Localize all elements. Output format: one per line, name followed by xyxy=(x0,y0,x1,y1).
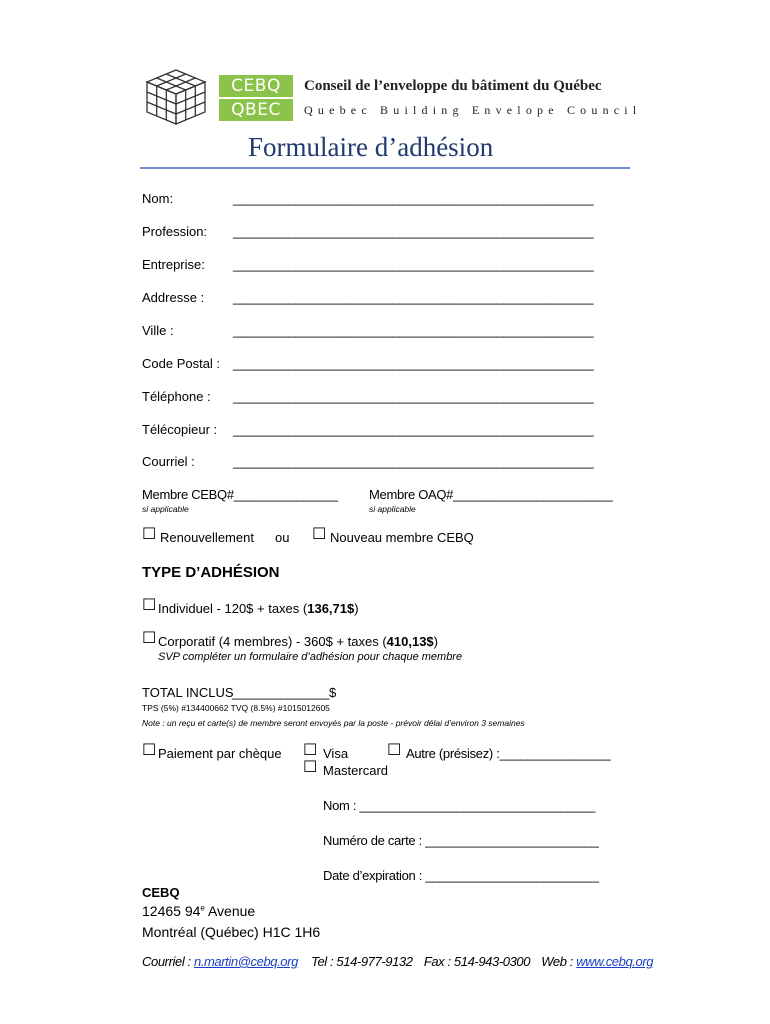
individual-price: 136,71$ xyxy=(307,601,355,616)
logo-qbec: QBEC xyxy=(219,99,293,121)
field-label-company: Entreprise: xyxy=(142,257,205,272)
renewal-label: Renouvellement xyxy=(160,530,254,545)
visa-label: Visa xyxy=(323,746,349,761)
oaq-note: si applicable xyxy=(369,504,416,514)
corporate-price: 410,13$ xyxy=(386,634,434,649)
title-divider xyxy=(140,167,630,169)
footer-web-link[interactable]: www.cebq.org xyxy=(576,954,654,969)
field-line-profession[interactable]: ____________________________________________________ xyxy=(233,224,594,239)
field-line-fax[interactable]: ____________________________________________________ xyxy=(233,422,594,437)
cebq-note: si applicable xyxy=(142,504,189,514)
mastercard-label: Mastercard xyxy=(323,763,389,778)
other-payment-field[interactable]: Autre (présisez) :________________ xyxy=(406,746,611,761)
footer-fax: Fax : 514-943-0300 xyxy=(423,954,531,969)
cheque-checkbox[interactable]: ☐ xyxy=(142,742,157,759)
field-line-phone[interactable]: ____________________________________________________ xyxy=(233,389,594,404)
renewal-checkbox[interactable]: ☐ xyxy=(142,526,157,543)
field-line-postal-code[interactable]: ____________________________________________________ xyxy=(233,356,594,371)
field-label-address: Addresse : xyxy=(142,290,205,305)
address-city: Montréal (Québec) H1C 1H6 xyxy=(142,924,321,940)
footer-email-link[interactable]: n.martin@cebq.org xyxy=(193,954,298,969)
field-line-city[interactable]: ____________________________________________________ xyxy=(233,323,594,338)
org-name-en: Quebec Building Envelope Council xyxy=(304,103,642,117)
cube-logo-icon xyxy=(143,68,209,126)
field-line-company[interactable]: ____________________________________________________ xyxy=(233,257,594,272)
field-label-email: Courriel : xyxy=(142,454,195,469)
corporate-note: SVP compléter un formulaire d’adhésion pour chaque membre xyxy=(158,651,463,663)
individual-checkbox[interactable]: ☐ xyxy=(142,597,157,614)
address-street: 12465 94e Avenue xyxy=(142,903,256,919)
or-label: ou xyxy=(275,530,290,545)
mastercard-checkbox[interactable]: ☐ xyxy=(303,759,318,776)
field-label-phone: Téléphone : xyxy=(142,389,211,404)
org-name-fr: Conseil de l’enveloppe du bâtiment du Québec xyxy=(304,78,602,94)
field-label-city: Ville : xyxy=(142,323,174,338)
individual-option: Individuel - 120$ + taxes (136,71$) xyxy=(158,601,359,616)
cheque-label: Paiement par chèque xyxy=(158,746,282,761)
field-line-name[interactable]: ____________________________________________________ xyxy=(233,191,594,206)
visa-checkbox[interactable]: ☐ xyxy=(303,742,318,759)
corporate-option: Corporatif (4 membres) - 360$ + taxes (410,13$) xyxy=(158,634,439,649)
card-number-field[interactable]: Numéro de carte : _________________________ xyxy=(323,833,599,848)
new-member-label: Nouveau membre CEBQ xyxy=(330,530,474,545)
field-label-postal-code: Code Postal : xyxy=(142,356,221,371)
cardholder-name-field[interactable]: Nom : __________________________________ xyxy=(323,798,596,813)
field-label-profession: Profession: xyxy=(142,224,208,239)
page-title: Formulaire d’adhésion xyxy=(248,132,494,162)
field-line-email[interactable]: ____________________________________________________ xyxy=(233,454,594,469)
field-line-address[interactable]: ____________________________________________________ xyxy=(233,290,594,305)
shipping-note: Note : un reçu et carte(s) de membre seront envoyés par la poste - prévoir délai d’environ 3 semaines xyxy=(142,718,525,728)
oaq-member-number-field[interactable]: Membre OAQ#_______________________ xyxy=(369,487,613,502)
cebq-member-number-field[interactable]: Membre CEBQ#_______________ xyxy=(142,487,338,502)
address-org: CEBQ xyxy=(142,885,180,900)
corporate-checkbox[interactable]: ☐ xyxy=(142,630,157,647)
new-member-checkbox[interactable]: ☐ xyxy=(312,526,327,543)
tax-numbers: TPS (5%) #134400662 TVQ (8.5%) #1015012605 xyxy=(142,703,330,713)
footer-tel: Tel : 514-977-9132 xyxy=(311,954,413,969)
expiry-date-field[interactable]: Date d’expiration : _________________________ xyxy=(323,868,599,883)
logo-cebq: CEBQ xyxy=(219,75,293,97)
footer-contact: Courriel : n.martin@cebq.org Tel : 514-977-9132 Fax : 514-943-0300 Web : www.cebq.org xyxy=(142,954,654,969)
other-checkbox[interactable]: ☐ xyxy=(387,742,402,759)
field-label-name: Nom: xyxy=(142,191,174,206)
field-label-fax: Télécopieur : xyxy=(142,422,218,437)
total-label: TOTAL INCLUS xyxy=(142,685,234,700)
total-amount-field[interactable]: ______________$ xyxy=(232,685,336,700)
membership-type-heading: TYPE D’ADHÉSION xyxy=(142,564,280,581)
